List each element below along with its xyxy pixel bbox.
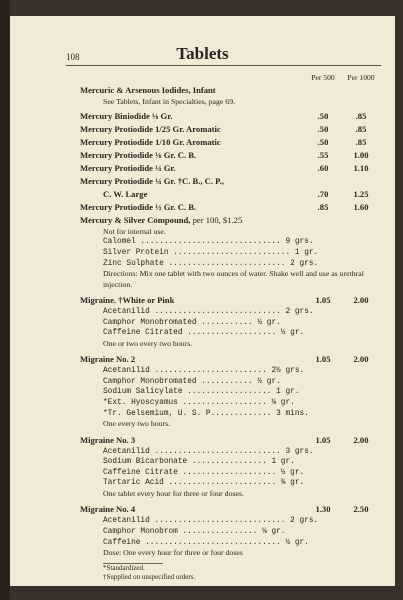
silver-title-price: per 100, $1.25 xyxy=(190,215,243,225)
ingredient-line: Calomel .............................. 9 grs. xyxy=(103,238,314,247)
silver-directions: Directions: Mix one tablet with two ounces of water. Shake well and use as urethral injection. xyxy=(103,269,364,289)
migraine-title: Migraine. †White or Pink xyxy=(80,295,175,305)
product-name: Mercury Protiodide ½ Gr. C. B. xyxy=(80,202,197,212)
col-per-500: Per 500 xyxy=(311,73,335,82)
price-1000: .85 xyxy=(355,111,367,121)
migraine-title: Migraine No. 3 xyxy=(80,434,136,445)
ingredient-line: Zinc Sulphate ......................... 2 grs. xyxy=(103,259,319,268)
price-500: .55 xyxy=(317,150,329,160)
ingredient-line: *Ext. Hyoscyamus .................. ⅛ gr. xyxy=(103,398,295,407)
ingredient-line: Tartaric Acid ....................... ⅜ gr. xyxy=(103,479,305,488)
price-500: 1.30 xyxy=(315,504,331,515)
migraine-note: One or two every two hours. xyxy=(103,338,193,348)
silver-title-bold: Mercury & Silver Compound, xyxy=(80,215,191,225)
price-500: .50 xyxy=(317,124,329,134)
product-name: Mercury Protiodide 1/10 Gr. Aromatic xyxy=(80,137,221,147)
product-name-line: Mercury Protiodide ¼ Gr. †C. B., C. P., xyxy=(80,176,224,186)
page-number: 108 xyxy=(66,52,80,62)
migraine-note: Dose: One every hour for three or four doses xyxy=(103,548,243,558)
product-row xyxy=(80,136,385,149)
product-row xyxy=(80,201,385,214)
price-500: 1.05 xyxy=(315,354,331,365)
price-500: .70 xyxy=(317,189,329,199)
price-1000: 2.00 xyxy=(353,434,369,445)
migraine-title: Migraine No. 2 xyxy=(80,354,136,365)
mercuric-title: Mercuric & Arsenous Iodides, Infant xyxy=(80,85,216,95)
ingredient-line: Camphor Monobromated ........... ½ gr. xyxy=(103,318,281,327)
price-list xyxy=(80,71,385,582)
price-1000: 2.00 xyxy=(353,354,369,365)
price-1000: 1.60 xyxy=(353,202,369,212)
book-spine xyxy=(0,0,10,600)
ingredient-line: Acetanilid ........................... 2 grs. xyxy=(103,308,314,316)
price-1000: 2.50 xyxy=(353,504,369,515)
price-1000: 1.25 xyxy=(353,189,369,199)
price-500: 1.05 xyxy=(315,295,331,305)
ingredient-line: *Tr. Gelsemium, U. S. P............. 3 mins. xyxy=(103,409,309,418)
mercuric-note: See Tablets, Infant in Specialties, page 69. xyxy=(103,97,236,106)
silver-note: Not for internal use. xyxy=(103,227,166,236)
product-name: Mercury Protiodide ¼ Gr. xyxy=(80,163,176,173)
migraine-row xyxy=(80,434,385,447)
ingredient-line: Sodium Salicylate .................. 1 gr. xyxy=(103,388,300,397)
price-1000: 1.10 xyxy=(353,163,369,173)
price-500: .60 xyxy=(317,163,329,173)
price-500: .50 xyxy=(317,111,329,121)
silver-title xyxy=(80,214,385,227)
ingredient-line: Caffeine Citrated ................... ½ gr. xyxy=(103,329,305,338)
header-rule xyxy=(66,65,381,66)
product-name: Mercury Biniodide ⅛ Gr. xyxy=(80,111,173,121)
col-per-1000: Per 1000 xyxy=(347,73,375,82)
price-1000: 1.00 xyxy=(353,150,369,160)
migraine-note: One tablet every hour for three or four doses. xyxy=(103,488,244,498)
product-row xyxy=(80,149,385,162)
migraine-note: One every two hours. xyxy=(103,419,171,429)
footnote: †Supplied on unspecified orders. xyxy=(103,572,196,581)
ingredient-line: Camphor Monobrom ................ ⅛ gr. xyxy=(103,527,286,536)
price-1000: .85 xyxy=(355,137,367,147)
ingredient-line: Sodium Bicarbonate ................ 1 gr. xyxy=(103,458,295,467)
page-title: Tablets xyxy=(176,44,229,63)
column-headers xyxy=(80,71,385,84)
product-name: Mercury Protiodide ⅛ Gr. C. B. xyxy=(80,150,197,160)
price-500: .85 xyxy=(317,202,329,212)
ingredient-line: Caffeine Citrate .................... ½ gr. xyxy=(103,468,305,477)
price-1000: .85 xyxy=(355,124,367,134)
product-row xyxy=(80,162,385,175)
product-row xyxy=(80,188,385,201)
product-row xyxy=(80,110,385,123)
price-500: 1.05 xyxy=(315,434,331,445)
migraine-row xyxy=(80,503,385,516)
book-page xyxy=(10,16,395,586)
ingredient-line: Acetanilid ............................ 2 grs. xyxy=(103,517,319,526)
migraine-row xyxy=(80,353,385,366)
product-name-cont: C. W. Large xyxy=(103,189,148,199)
product-name: Mercury Protiodide 1/25 Gr. Aromatic xyxy=(80,124,221,134)
ingredient-line: Acetanilid ........................... 3 grs. xyxy=(103,447,314,456)
price-1000: 2.00 xyxy=(353,295,369,305)
ingredient-line: Camphor Monobromated ........... ½ gr. xyxy=(103,377,281,386)
migraine-row xyxy=(80,294,385,307)
product-row xyxy=(80,123,385,136)
ingredient-line: Silver Protein ......................... 1 gr. xyxy=(103,249,319,257)
footnote: *Standardized. xyxy=(103,563,145,572)
migraine-title: Migraine No. 4 xyxy=(80,504,136,515)
ingredient-line: Acetanilid ........................ 2½ grs. xyxy=(103,367,305,376)
ingredient-line: Caffeine ............................. ½ gr. xyxy=(103,538,309,547)
price-500: .50 xyxy=(317,137,329,147)
